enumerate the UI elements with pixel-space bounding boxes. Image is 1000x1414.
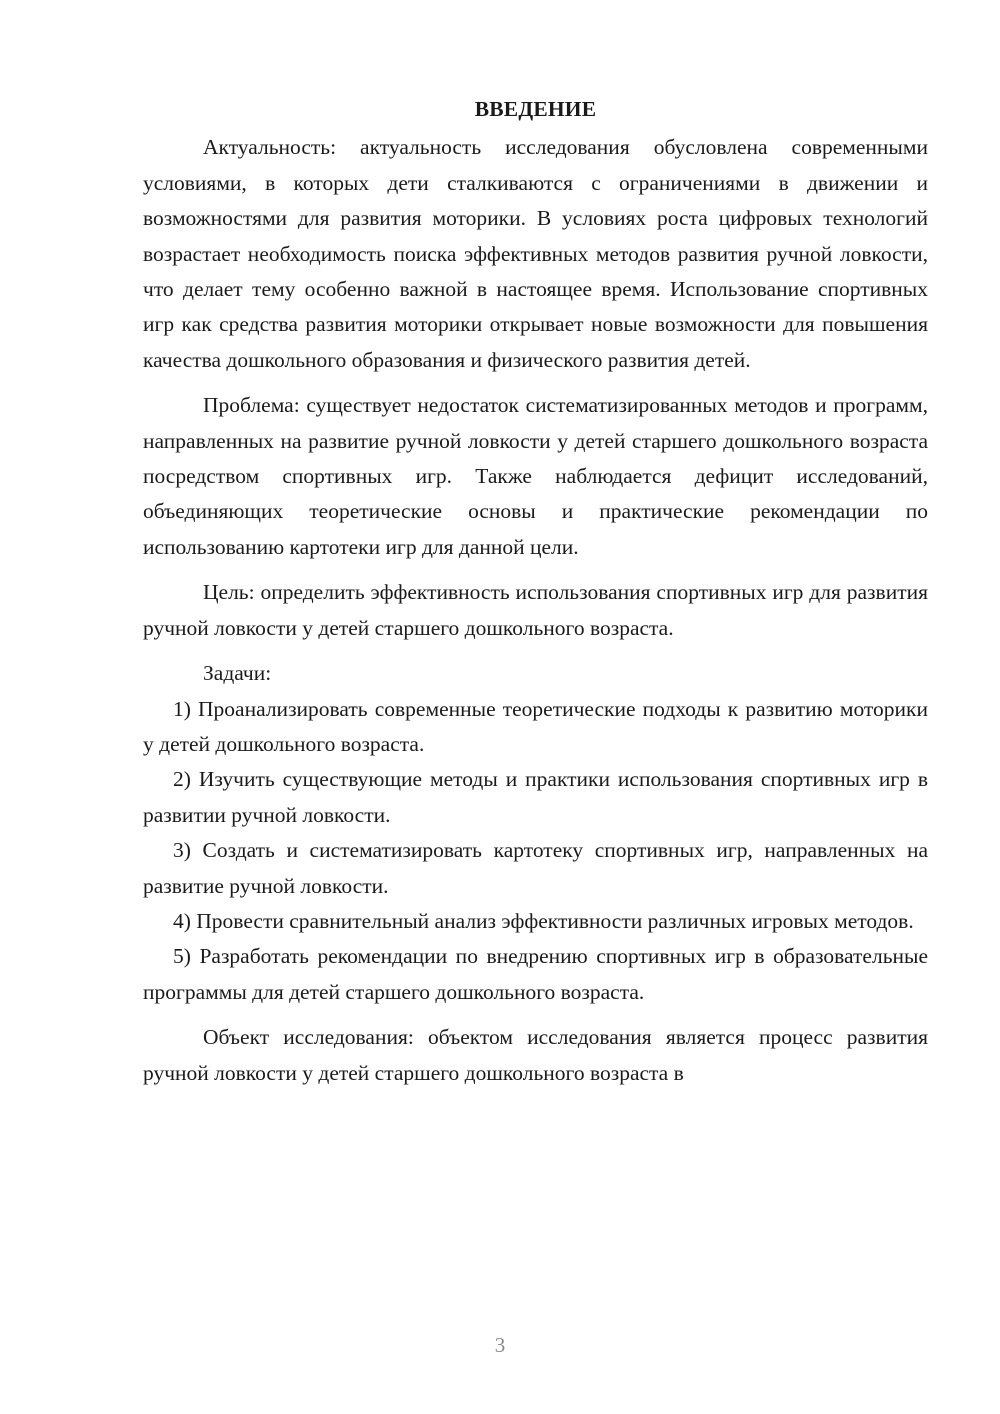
- task-item-4: 4) Провести сравнительный анализ эффективности различных игровых методов.: [173, 908, 914, 933]
- paragraph-object: Объект исследования: объектом исследования является процесс развития ручной ловкости у детей старшего дошкольного возраста в: [143, 1025, 928, 1085]
- page-number: 3: [494, 1333, 506, 1357]
- task-item-3: 3) Создать и систематизировать картотеку спортивных игр, направленных на развитие ручной ловкости.: [143, 838, 928, 898]
- task-item-1: 1) Проанализировать современные теоретические подходы к развитию моторики у детей дошкольного возраста.: [143, 696, 928, 756]
- paragraph-problem: Проблема: существует недостаток систематизированных методов и программ, направленных на развитие ручной ловкости у детей старшего дошкольного возраста посредством спортивных игр. Также наблюдается дефицит исследований, объединяющих теоретические основы и практические рекомендации по использованию картотеки игр для данной цели.: [143, 393, 928, 559]
- tasks-heading: Задачи:: [203, 661, 272, 686]
- paragraph-goal: Цель: определить эффективность использования спортивных игр для развития ручной ловкости у детей старшего дошкольного возраста.: [143, 580, 928, 640]
- page-title: ВВЕДЕНИЕ: [474, 97, 597, 121]
- page-content: [143, 92, 928, 1091]
- task-item-5: 5) Разработать рекомендации по внедрению спортивных игр в образовательные программы для детей старшего дошкольного возраста.: [143, 944, 928, 1004]
- task-item-2: 2) Изучить существующие методы и практики использования спортивных игр в развитии ручной ловкости.: [143, 767, 928, 827]
- paragraph-relevance: Актуальность: актуальность исследования обусловлена современными условиями, в которых дети сталкиваются с ограничениями в движении и возможностями для развития моторики. В условиях роста цифровых технологий возрастает необходимость поиска эффективных методов развития ручной ловкости, что делает тему особенно важной в настоящее время. Использование спортивных игр как средства развития моторики открывает новые возможности для повышения качества дошкольного образования и физического развития детей.: [143, 135, 928, 372]
